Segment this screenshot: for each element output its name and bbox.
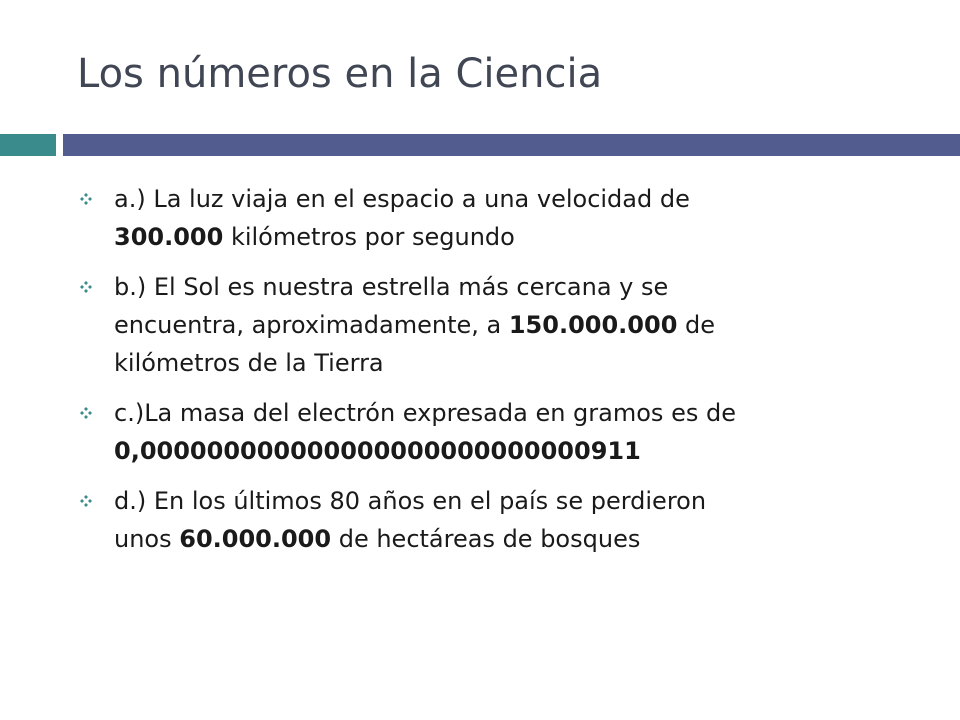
title-underline-bar [63,134,960,156]
four-diamond-bullet-icon [80,495,92,507]
bullet-line: c.)La masa del electrón expresada en gramos es de [114,399,736,427]
title-accent-bar [0,134,56,156]
bullet-text: de hectáreas de bosques [331,525,641,553]
bullet-line: a.) La luz viaja en el espacio a una velocidad de [114,185,690,213]
highlighted-number: 60.000.000 [179,525,332,553]
bullet-item-light-speed [78,180,938,256]
bullet-item-forest-loss [78,482,938,558]
four-diamond-bullet-icon [80,407,92,419]
highlighted-number: 0,000000000000000000000000000911 [114,437,641,465]
bullet-text: kilómetros por segundo [223,223,515,251]
bullet-list [78,180,938,570]
bullet-line: kilómetros de la Tierra [114,349,384,377]
highlighted-number: 150.000.000 [508,311,678,339]
bullet-text: encuentra, aproximadamente, a [114,311,509,339]
bullet-line [114,520,938,558]
four-diamond-bullet-icon [80,193,92,205]
highlighted-number: 300.000 [114,223,224,251]
slide-title: Los números en la Ciencia [77,51,603,97]
bullet-text: de [677,311,716,339]
bullet-item-electron-mass [78,394,938,470]
bullet-line [114,306,938,344]
four-diamond-bullet-icon [80,281,92,293]
bullet-item-sun-distance [78,268,938,382]
bullet-line: d.) En los últimos 80 años en el país se perdieron [114,487,707,515]
bullet-line [114,218,938,256]
bullet-line: b.) El Sol es nuestra estrella más cercana y se [114,273,669,301]
bullet-text: unos [114,525,180,553]
